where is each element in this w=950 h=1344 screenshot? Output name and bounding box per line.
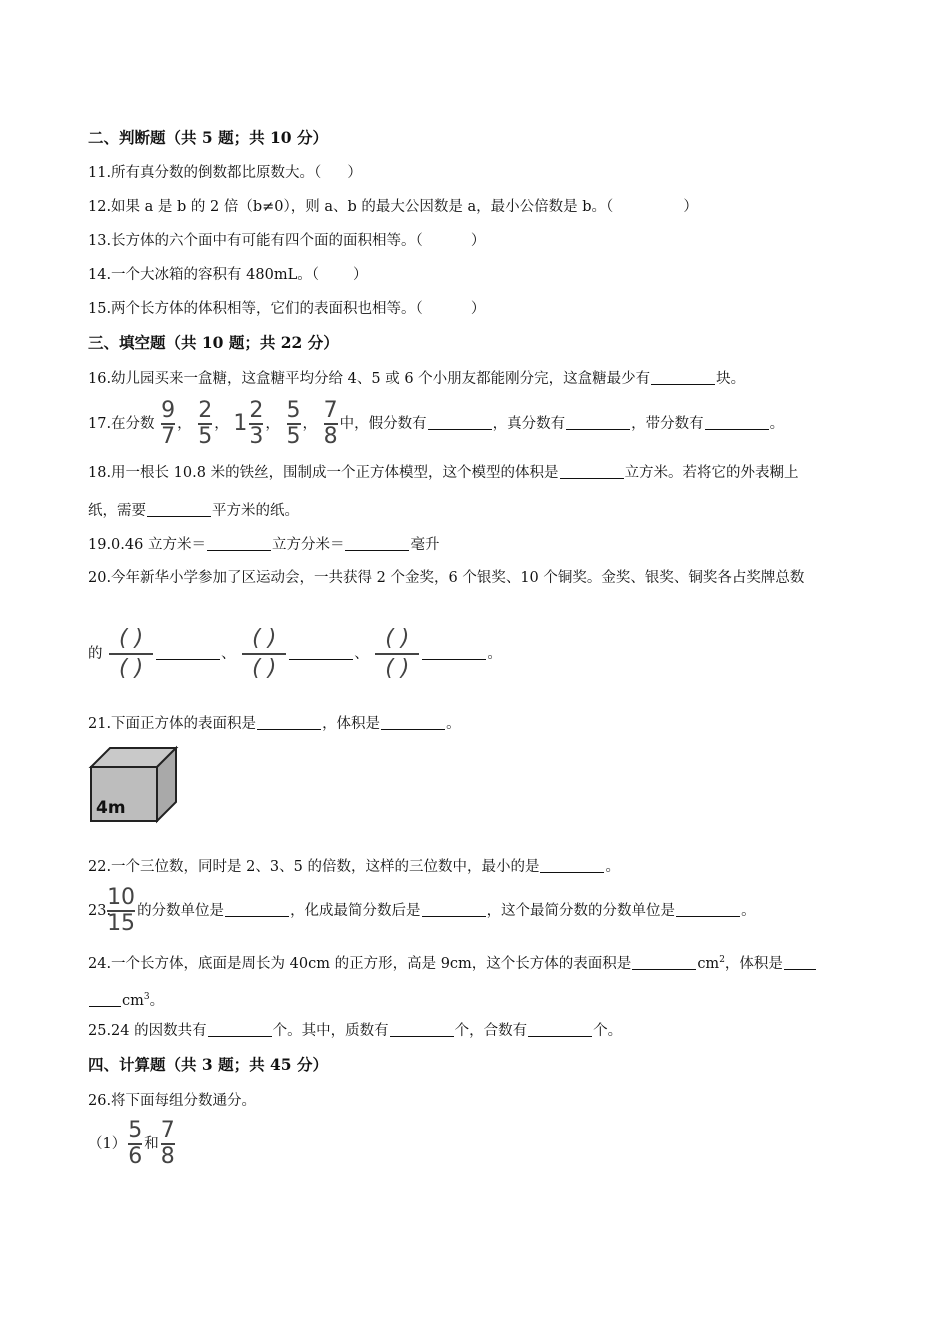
q18-text-4: 平方米的纸。 [212, 503, 299, 519]
answer-blank[interactable] [225, 902, 289, 917]
q19-text-2: 立方分米＝ [271, 537, 345, 553]
q18-text-3: 纸，需要 [88, 503, 146, 519]
question-19 [88, 535, 439, 555]
q20-text: 20.今年新华小学参加了区运动会，一共获得 2 个金奖，6 个银奖、10 个铜奖。金奖、银奖、铜奖各占奖牌总数 [88, 570, 805, 586]
cube-figure [88, 745, 180, 825]
q26-sub-label: （1） [88, 1136, 127, 1152]
q25-text-2: 个。其中，质数有 [272, 1023, 389, 1039]
answer-blank[interactable] [156, 645, 220, 660]
question-21: 21.下面正方体的表面积是 ，体积是 。 [88, 716, 461, 732]
fraction-9-7: $\frac{9}{7}$ [161, 398, 176, 449]
blank-fraction-bronze[interactable]: ( ) ( ) [375, 627, 419, 681]
q12-text: 12.如果 a 是 b 的 2 倍（b≠0），则 a、b 的最大公因数是 a，最小公倍数是 b。（ [88, 199, 614, 215]
q18-text: 18.用一根长 10.8 米的铁丝，围制成一个正方体模型，这个模型的体积是 [88, 465, 559, 481]
question-23: 23. $\frac{10}{15}$ 的分数单位是 ，化成最简分数后是 ，这个最简分数的分数单位是 。 [88, 885, 756, 936]
q21-text: 21.下面正方体的表面积是 [88, 716, 257, 732]
blank-fraction-silver[interactable]: ( ) ( ) [242, 627, 286, 681]
question-11 [88, 163, 362, 183]
q23-text: 的分数单位是 [137, 903, 225, 919]
q24-text-2: ，体积是 [724, 955, 783, 972]
q16-text: 16.幼儿园买来一盒糖，这盒糖平均分给 4、5 或 6 个小朋友都能刚分完，这盒糖最少有 [88, 371, 651, 387]
answer-blank[interactable] [566, 415, 630, 430]
q16-unit: 块。 [716, 371, 746, 387]
q12-close: ） [683, 199, 698, 215]
answer-blank[interactable] [651, 370, 715, 385]
cube-edge-label: 4m [96, 798, 126, 818]
question-18 [88, 463, 799, 483]
q25-text-3: 个，合数有 [454, 1023, 528, 1039]
q17-prefix: 17.在分数 [88, 416, 155, 432]
question-12 [88, 197, 698, 217]
question-14 [88, 265, 367, 285]
answer-blank[interactable] [89, 992, 121, 1007]
answer-blank[interactable] [428, 415, 492, 430]
q19-unit: 毫升 [410, 537, 440, 553]
answer-blank[interactable] [345, 536, 409, 551]
q11-text: 11.所有真分数的倒数都比原数大。（ [88, 165, 322, 181]
fraction-7-8: $\frac{7}{8}$ [323, 398, 338, 449]
fraction-7-8: $\frac{7}{8}$ [160, 1118, 175, 1169]
answer-blank[interactable] [560, 464, 624, 479]
blank-fraction-gold[interactable]: ( ) ( ) [109, 627, 153, 681]
answer-blank[interactable] [147, 502, 211, 517]
q17-improper-label: 中，假分数有 [339, 416, 427, 432]
q19-text: 19.0.46 立方米＝ [88, 537, 206, 553]
question-24: 24.一个长方体，底面是周长为 40cm 的正方形，高是 9cm，这个长方体的表面积是 $cm^2$，体积是 [88, 950, 817, 974]
section-4-heading: 四、计算题（共 3 题；共 45 分） [88, 1055, 328, 1074]
answer-blank[interactable] [676, 902, 740, 917]
question-20 [88, 568, 804, 588]
question-22: 22.一个三位数，同时是 2、3、5 的倍数，这样的三位数中，最小的是 。 [88, 859, 620, 875]
question-16 [88, 369, 745, 389]
answer-blank[interactable] [207, 536, 271, 551]
section-3-heading: 三、填空题（共 10 题；共 22 分） [88, 333, 339, 352]
q22-text: 22.一个三位数，同时是 2、3、5 的倍数，这样的三位数中，最小的是 [88, 859, 540, 875]
q20-of: 的 [88, 646, 103, 662]
q23-text-3: ，这个最简分数的分数单位是 [486, 903, 676, 919]
answer-blank[interactable] [289, 645, 353, 660]
answer-blank[interactable] [705, 415, 769, 430]
answer-blank[interactable] [540, 858, 604, 873]
q15-text: 15.两个长方体的体积相等，它们的表面积也相等。（ [88, 301, 423, 317]
q17-mixed-label: ，带分数有 [631, 416, 704, 432]
answer-blank[interactable] [390, 1022, 454, 1037]
q15-close: ） [470, 301, 486, 317]
q11-close: ） [347, 165, 362, 181]
question-17: 17.在分数 $\frac{9}{7}$ ， $\frac{2}{5}$ ， 1 $\frac{2}{3}$ ， $\frac{5}{5}$ ， $\frac{7}{8}$ 中，假分数有 ，真分数有 ，带分数有 。 [88, 398, 785, 449]
q18-text-2: 立方米。若将它的外表糊上 [624, 465, 799, 481]
question-26: 26.将下面每组分数通分。 [88, 1093, 257, 1109]
answer-blank[interactable] [422, 645, 486, 660]
answer-blank[interactable] [632, 955, 696, 970]
question-24-cont: $cm^3$。 [88, 987, 164, 1011]
answer-blank[interactable] [381, 715, 445, 730]
q13-close: ） [470, 233, 486, 249]
section-2-heading: 二、判断题（共 5 题；共 10 分） [88, 128, 328, 147]
q14-close: ） [352, 267, 368, 283]
question-13 [88, 231, 485, 251]
q13-text: 13.长方体的六个面中有可能有四个面的面积相等。（ [88, 233, 423, 249]
fraction-5-5: $\frac{5}{5}$ [286, 398, 301, 449]
answer-blank[interactable] [528, 1022, 592, 1037]
fraction-5-6: $\frac{5}{6}$ [128, 1118, 143, 1169]
answer-blank[interactable] [208, 1022, 272, 1037]
question-15 [88, 299, 485, 319]
mixed-whole: 1 [233, 411, 248, 436]
q23-prefix: 23. [88, 903, 112, 919]
answer-blank[interactable] [422, 902, 486, 917]
q14-text: 14.一个大冰箱的容积有 480mL。（ [88, 267, 319, 283]
q21-text-2: ，体积是 [322, 716, 381, 732]
fraction-1-2-3: $\frac{2}{3}$ [249, 398, 264, 449]
answer-blank[interactable] [257, 715, 321, 730]
q25-text: 25.24 的因数共有 [88, 1023, 207, 1039]
q23-text-2: ，化成最简分数后是 [290, 903, 421, 919]
question-20-fractions: 的 ( ) ( ) 、 ( ) ( ) 、 ( ) ( ) 。 [88, 626, 502, 681]
q24-text: 24.一个长方体，底面是周长为 40cm 的正方形，高是 9cm，这个长方体的表面积是 [88, 955, 632, 972]
fraction-10-15: $\frac{10}{15}$ [107, 885, 136, 936]
fraction-2-5: $\frac{2}{5}$ [198, 398, 213, 449]
answer-blank[interactable] [784, 955, 816, 970]
q26-and: 和 [144, 1136, 159, 1152]
question-25: 25.24 的因数共有 个。其中，质数有 个，合数有 个。 [88, 1023, 623, 1039]
question-18-cont [88, 501, 299, 521]
question-26-part-1 [88, 1120, 177, 1168]
q17-proper-label: ，真分数有 [492, 416, 566, 432]
